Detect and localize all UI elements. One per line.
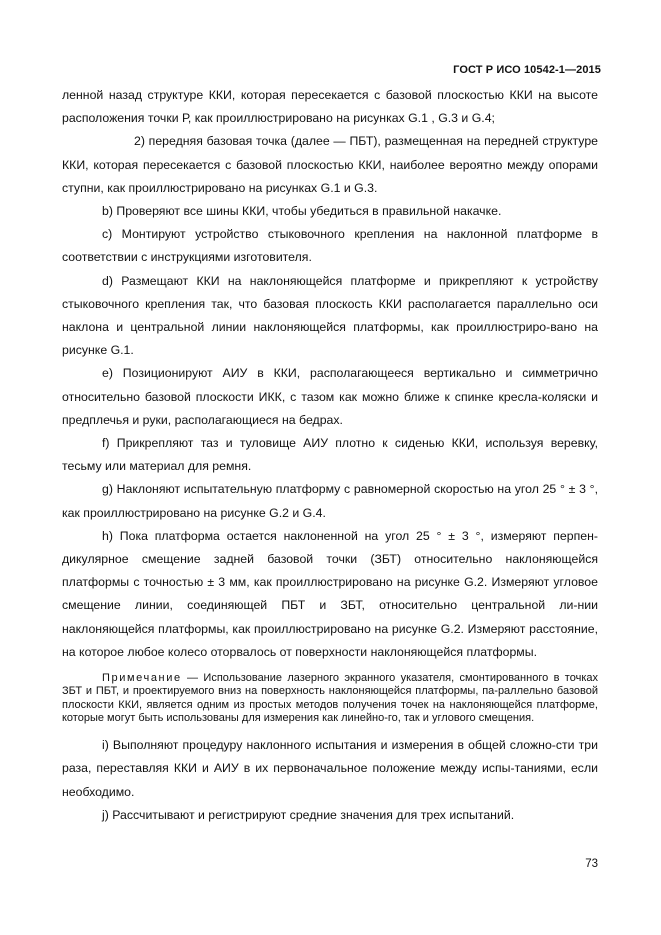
note <box>62 672 598 725</box>
paragraph-item-i: i) Выполняют процедуру наклонного испытания и измерения в общей сложно-сти три раза, переставляя ККИ и АИУ в их первоначальное положение между испы-таниями, если необходимо. <box>62 738 598 799</box>
document-header: ГОСТ Р ИСО 10542-1—2015 <box>453 64 601 76</box>
note-label: Примечание <box>102 672 182 685</box>
paragraph-item-g: g) Наклоняют испытательную платформу с равномерной скоростью на угол 25 ° ± 3 °, как проиллюстрировано на рисунке G.2 и G.4. <box>62 482 598 520</box>
paragraph-item-h: h) Пока платформа остается наклоненной на угол 25 ° ± 3 °, измеряют перпен-дикулярное смещение задней базовой точки (ЗБТ) относительно наклоняющейся платформы с точностью ± 3 мм, как проиллюстрировано на рисунке G.2. Измеряют угловое смещение линии, соединяющей ПБТ и ЗБТ, относительно центральной ли-нии наклоняющейся платформы, как проиллюстрировано на рисунке G.2. Измеряют расстояние, на которое любое колесо оторвалось от поверхности наклоняющейся платформы. <box>62 528 598 659</box>
page-number: 73 <box>585 858 598 870</box>
paragraph-item-f: f) Прикрепляют таз и туловище АИУ плотно к сиденью ККИ, используя веревку, тесьму или материал для ремня. <box>62 436 598 474</box>
note-text: — Использование лазерного экранного указателя, смонтированного в точках ЗБТ и ПБТ, и проектируемого вниз на поверхность наклоняющейся платформы, па-раллельно базовой плоскости ККИ, является одним из простых методов получения точек на наклоняющейся платформе, которые могут быть использованы для измерения как линейно-го, так и углового смещения. <box>62 672 598 724</box>
paragraph-item-2: 2) передняя базовая точка (далее — ПБТ), размещенная на передней структуре ККИ, которая пересекается с базовой плоскостью ККИ, наиболее вероятно между опорами ступни, как проиллюстрировано на рисунках G.1 и G.3. <box>62 134 598 195</box>
paragraph-item-e: е) Позиционируют АИУ в ККИ, располагающееся вертикально и симметрично относительно базовой плоскости ИКК, с тазом как можно ближе к спинке кресла-коляски и предплечья и руки, располагающиеся на бедрах. <box>62 366 598 427</box>
paragraph-continuation: ленной назад структуре ККИ, которая пересекается с базовой плоскостью ККИ на высоте расположения точки Р, как проиллюстрировано на рисунках G.1 , G.3 и G.4; <box>62 88 598 126</box>
page-body <box>62 84 598 827</box>
paragraph-item-d: d) Размещают ККИ на наклоняющейся платформе и прикрепляют к устройству стыковочного крепления так, что базовая плоскость ККИ располагается параллельно оси наклона и центральной линии наклоняющейся платформы, как проиллюстриро-вано на рисунке G.1. <box>62 273 598 358</box>
paragraph-item-j: j) Рассчитывают и регистрируют средние значения для трех испытаний. <box>102 807 515 822</box>
paragraph-item-c: с) Монтируют устройство стыковочного крепления на наклонной платформе в соответствии с инструкциями изготовителя. <box>62 227 598 265</box>
paragraph-item-b: b) Проверяют все шины ККИ, чтобы убедиться в правильной накачке. <box>102 204 502 219</box>
